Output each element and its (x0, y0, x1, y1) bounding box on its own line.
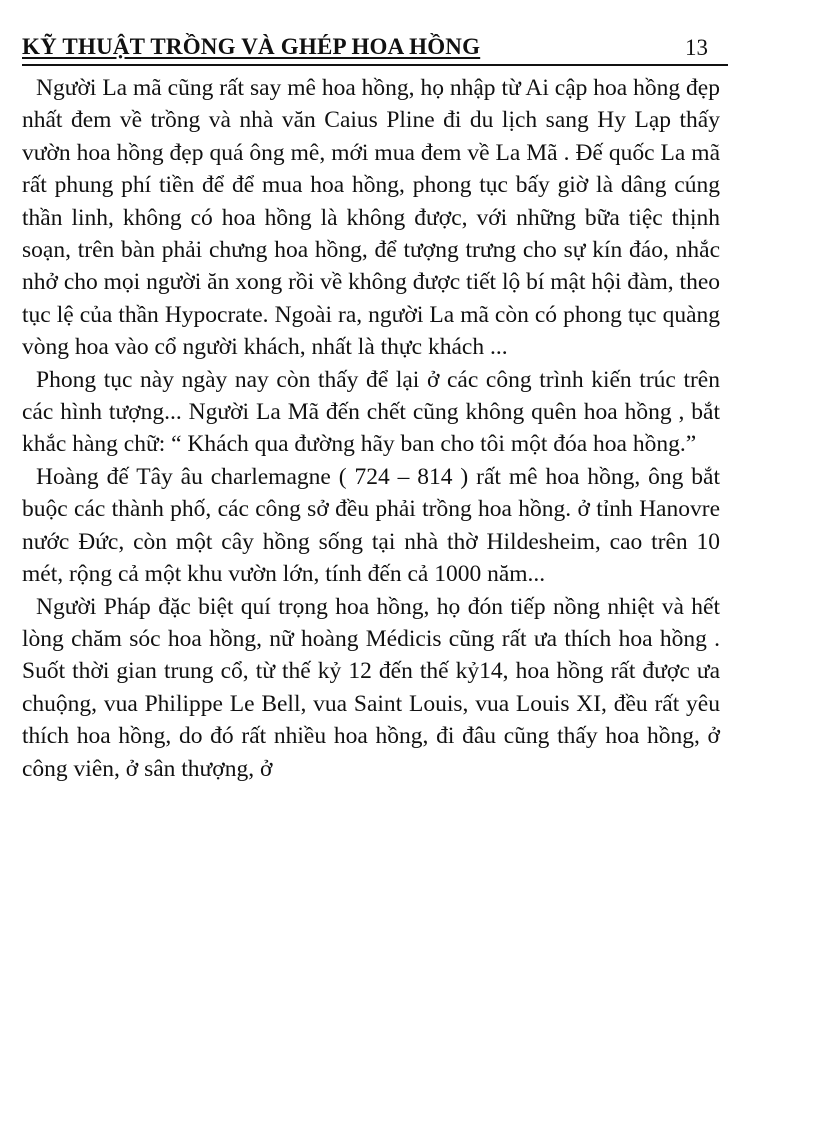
paragraph: Hoàng đế Tây âu charlemagne ( 724 – 814 ) rất mê hoa hồng, ông bắt buộc các thành phố, các công sở đều phải trồng hoa hồng. ở tỉnh Hanovre nước Đức, còn một cây hồng sống tại nhà thờ Hildesheim, cao trên 10 mét, rộng cả một khu vườn lớn, tính đến cả 1000 năm... (22, 463, 720, 588)
running-title: KỸ THUẬT TRỒNG VÀ GHÉP HOA HỒNG (22, 34, 481, 59)
paragraph: Người La mã cũng rất say mê hoa hồng, họ nhập từ Ai cập hoa hồng đẹp nhất đem về trồng và nhà văn Caius Pline đi du lịch sang Hy Lạp thấy vườn hoa hồng đẹp quá ông mê, mới mua đem về La Mã . Đế quốc La mã rất phung phí tiền để để mua hoa hồng, phong tục bấy giờ là dâng cúng thần linh, không có hoa hồng là không được, với những bữa tiệc thịnh soạn, trên bàn phải chưng hoa hồng, để tượng trưng cho sự kín đáo, nhắc nhở cho mọi người ăn xong rồi về không được tiết lộ bí mật hội đàm, theo tục lệ của thần Hypocrate. Ngoài ra, người La mã còn có phong tục quàng vòng hoa vào cổ người khách, nhất là thực khách ... (22, 75, 720, 361)
page-number: 13 (685, 35, 708, 60)
page-header (22, 34, 728, 66)
paragraph: Phong tục này ngày nay còn thấy để lại ở các công trình kiến trúc trên các hình tượng... Người La Mã đến chết cũng không quên hoa hồng , bắt khắc hàng chữ: “ Khách qua đường hãy ban cho tôi một đóa hoa hồng.” (22, 366, 720, 458)
body-text (22, 72, 720, 785)
paragraph: Người Pháp đặc biệt quí trọng hoa hồng, họ đón tiếp nồng nhiệt và hết lòng chăm sóc hoa hồng, nữ hoàng Médicis cũng rất ưa thích hoa hồng . Suốt thời gian trung cổ, từ thế kỷ 12 đến thế kỷ14, hoa hồng rất được ưa chuộng, vua Philippe Le Bell, vua Saint Louis, vua Louis XI, đều rất yêu thích hoa hồng, do đó rất nhiều hoa hồng, đi đâu cũng thấy hoa hồng, ở công viên, ở sân thượng, ở (22, 593, 720, 782)
